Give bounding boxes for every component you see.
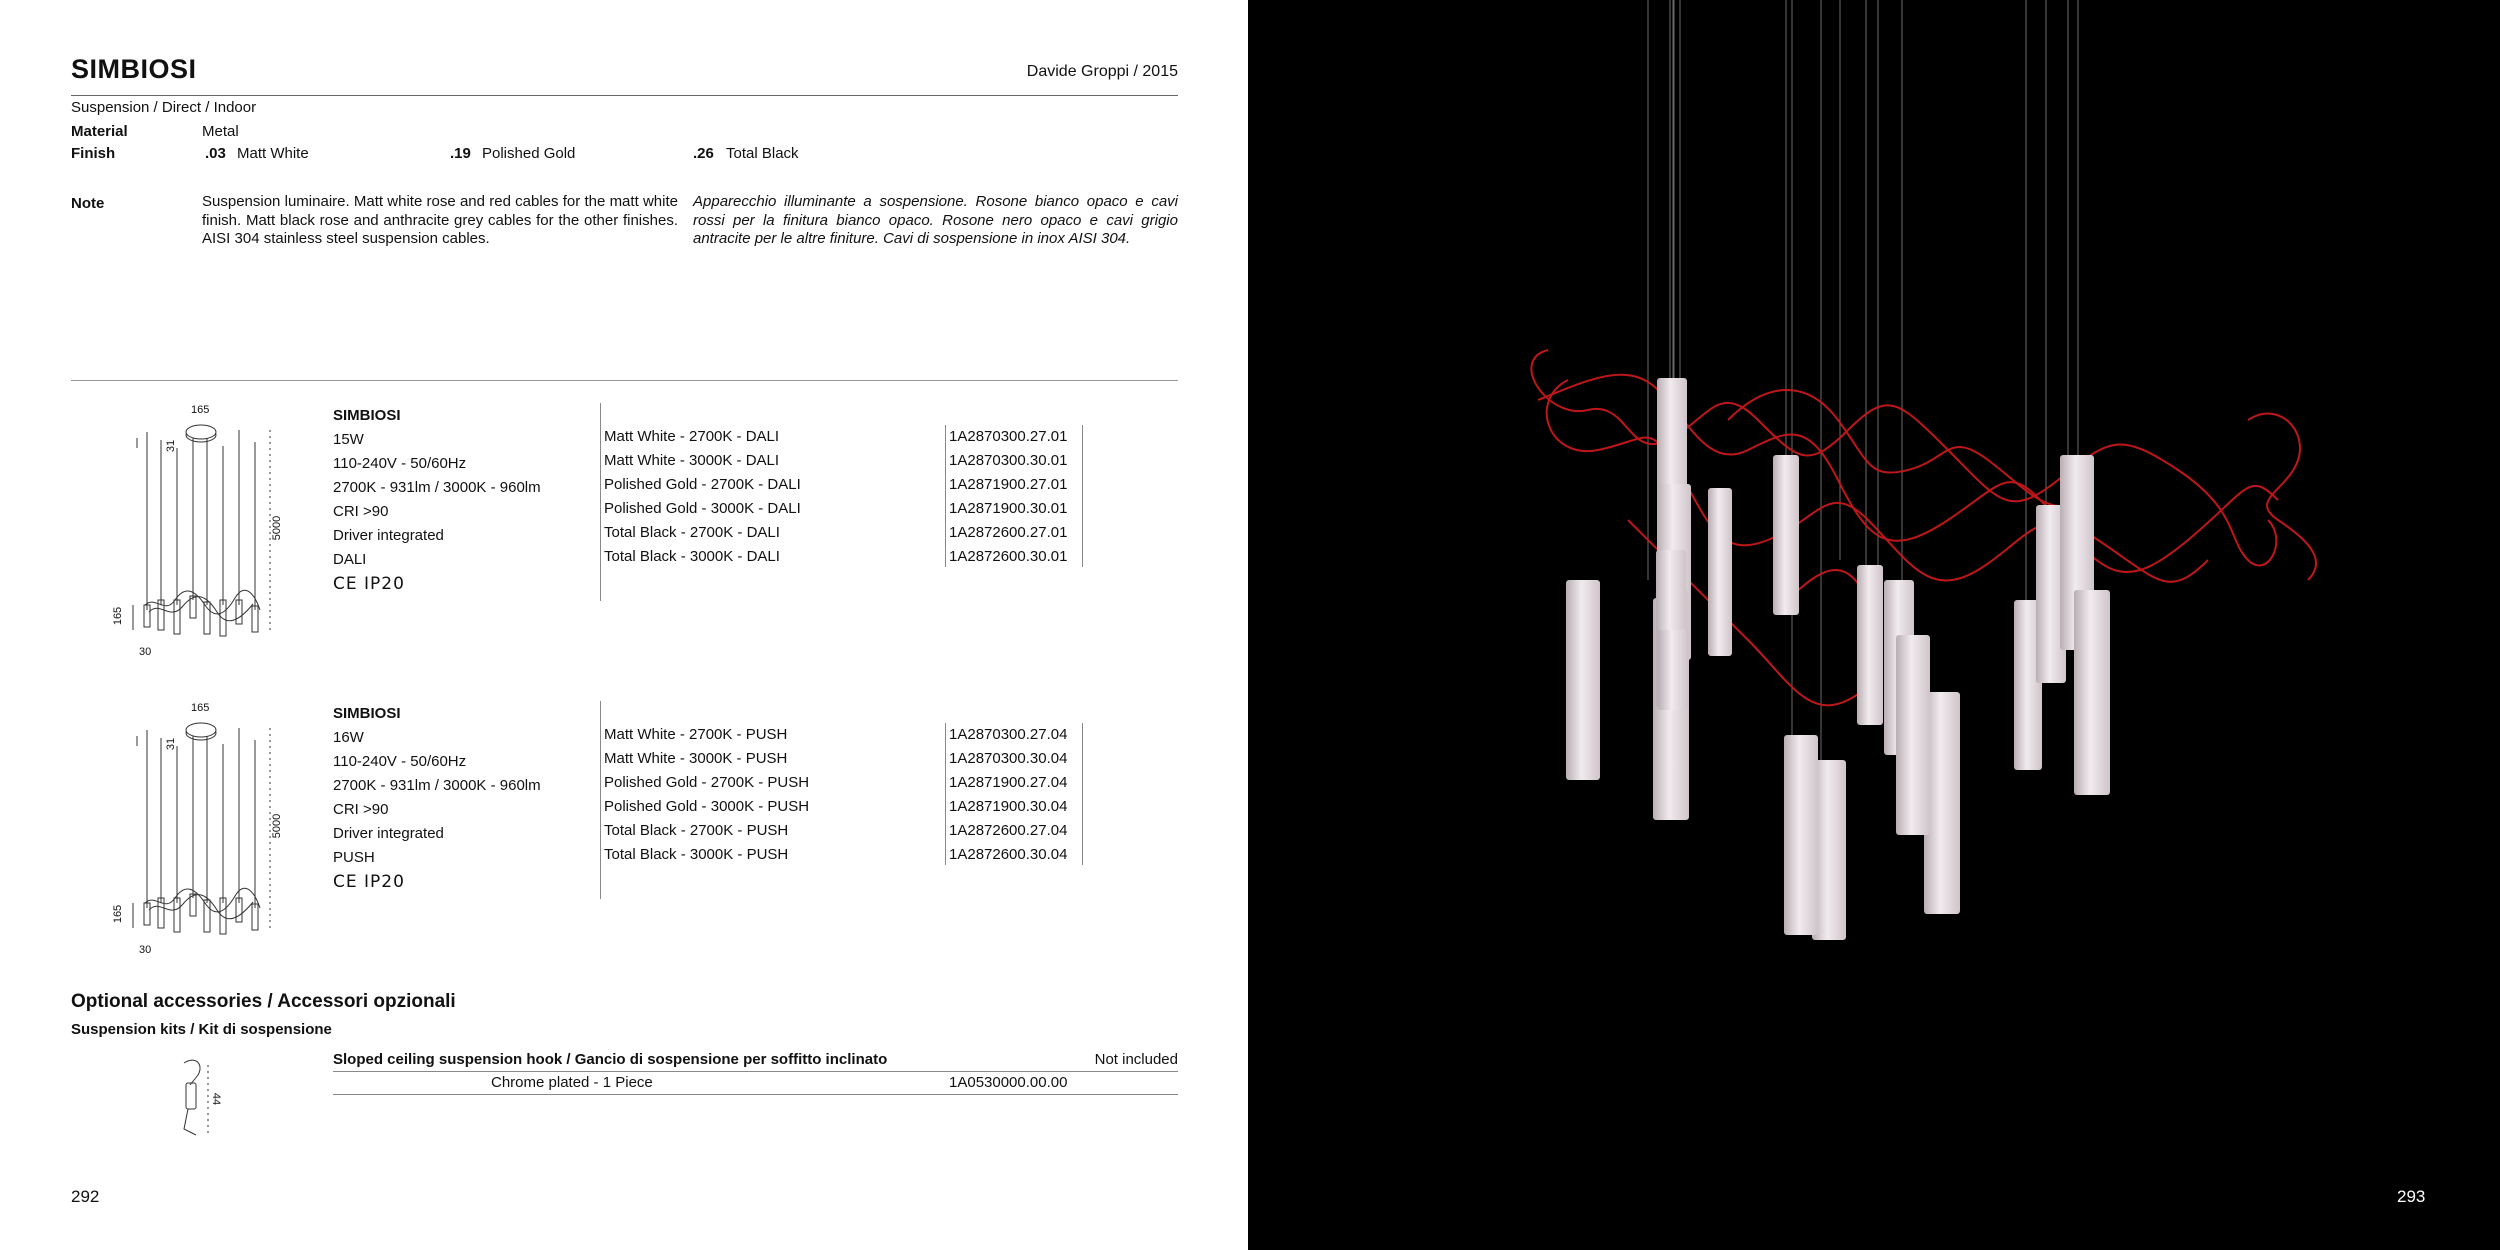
product-code: 1A2871900.27.01 [949,476,1068,493]
suspension-drawing-icon [115,400,285,665]
finish-label: Finish [71,145,116,162]
dimension-label: 5000 [271,813,284,839]
spec-line: CRI >90 [333,801,389,818]
product-code: 1A2872600.30.01 [949,548,1068,565]
table-row: Polished Gold - 2700K - DALI [604,476,801,493]
product-code: 1A2872600.27.01 [949,524,1068,541]
table-row: Total Black - 3000K - PUSH [604,846,789,863]
finish-name: Matt White [237,145,309,162]
accessory-code: 1A0530000.00.00 [949,1074,1068,1091]
dimension-label: 165 [112,606,125,626]
spec-line: DALI [333,551,367,568]
accessory-description: Chrome plated - 1 Piece [491,1074,653,1091]
finish-code: .03 [205,145,226,162]
technical-drawing [112,400,285,670]
accessories-subtitle: Suspension kits / Kit di sospensione [71,1021,332,1038]
spec-name: SIMBIOSI [333,407,401,424]
table-row: Matt White - 3000K - DALI [604,452,780,469]
left-page [0,0,1248,1250]
material-label: Material [71,123,128,140]
table-row: Polished Gold - 3000K - DALI [604,500,801,517]
spec-list [333,404,541,596]
product-code: 1A2870300.27.04 [949,726,1068,743]
hook-drawing [170,1055,230,1145]
table-row: Matt White - 2700K - DALI [604,428,780,445]
table-divider [945,723,946,865]
product-code: 1A2871900.30.04 [949,798,1068,815]
dimension-label: 30 [139,944,152,956]
spec-line: 2700K - 931lm / 3000K - 960lm [333,777,541,794]
page-number-right: 293 [2397,1187,2426,1206]
product-code: 1A2870300.27.01 [949,428,1068,445]
spec-line: 2700K - 931lm / 3000K - 960lm [333,479,541,496]
title-divider [71,95,1178,96]
note-label: Note [71,195,105,212]
accessories-title: Optional accessories / Accessori opzionali [71,991,456,1012]
code-column [949,425,1067,569]
finish-code: .26 [693,145,714,162]
product-code: 1A2871900.30.01 [949,500,1068,517]
spec-line: PUSH [333,849,375,866]
certification-mark: CE IP20 [333,872,405,892]
spec-line: CRI >90 [333,503,389,520]
finish-name: Polished Gold [482,145,576,162]
dimension-label: 31 [165,439,178,453]
spec-line: 110-240V - 50/60Hz [333,455,467,472]
product-title: SIMBIOSI [71,54,197,84]
table-row: Matt White - 3000K - PUSH [604,750,788,767]
table-divider [600,701,601,899]
table-row: Total Black - 2700K - DALI [604,524,780,541]
technical-drawing [112,698,285,968]
spec-line: Driver integrated [333,527,444,544]
table-row: Total Black - 3000K - DALI [604,548,780,565]
spec-line: 110-240V - 50/60Hz [333,753,467,770]
page-number-left: 292 [71,1187,100,1206]
dimension-label: 30 [139,646,152,658]
product-photo [1248,0,2500,1250]
note-english: Suspension luminaire. Matt white rose and red cables for the matt white finish. Matt black rose and anthracite grey cables for the other finishes. AISI 304 stainless steel suspension cables. [202,193,678,247]
variant-table [604,425,801,569]
variant-table [604,723,809,867]
spec-line: 15W [333,431,364,448]
table-row: Matt White - 2700K - PUSH [604,726,788,743]
certification-mark: CE IP20 [333,574,405,594]
table-divider [1082,425,1083,567]
dimension-label: 31 [165,737,178,751]
product-category: Suspension / Direct / Indoor [71,99,257,116]
designer-credit: Davide Groppi / 2015 [1026,63,1178,80]
dimension-label: 5000 [271,515,284,541]
table-divider [1082,723,1083,865]
dimension-label: 165 [191,702,210,714]
dimension-label: 165 [112,904,125,924]
spec-line: Driver integrated [333,825,444,842]
product-code: 1A2870300.30.01 [949,452,1068,469]
product-code: 1A2872600.27.04 [949,822,1068,839]
suspension-drawing-icon [115,698,285,963]
spec-list [333,702,541,894]
material-value: Metal [202,123,239,140]
suspension-lamp-photo [1248,0,2500,1250]
product-code: 1A2871900.27.04 [949,774,1068,791]
dimension-label: 165 [191,404,210,416]
table-divider [945,425,946,567]
finish-code: .19 [450,145,471,162]
note-italian: Apparecchio illuminante a sospensione. Rosone bianco opaco e cavi rossi per la finitura bianco opaco. Rosone nero opaco e cavi grigio antracite per le altre finiture. Cavi di sospensione in inox AISI 304. [693,193,1178,247]
table-row: Total Black - 2700K - PUSH [604,822,789,839]
code-column [949,723,1067,867]
spec-name: SIMBIOSI [333,705,401,722]
product-code: 1A2870300.30.04 [949,750,1068,767]
table-row: Polished Gold - 2700K - PUSH [604,774,810,791]
table-row: Polished Gold - 3000K - PUSH [604,798,810,815]
spec-line: 16W [333,729,364,746]
dimension-label: 44 [210,1092,223,1106]
section-divider [71,380,1178,381]
accessory-divider [333,1071,1178,1072]
table-divider [600,403,601,601]
accessory-name: Sloped ceiling suspension hook / Gancio di sospensione per soffitto inclinato [333,1051,888,1068]
accessory-divider [333,1094,1178,1095]
accessory-status: Not included [1094,1051,1178,1068]
product-code: 1A2872600.30.04 [949,846,1068,863]
finish-name: Total Black [726,145,799,162]
